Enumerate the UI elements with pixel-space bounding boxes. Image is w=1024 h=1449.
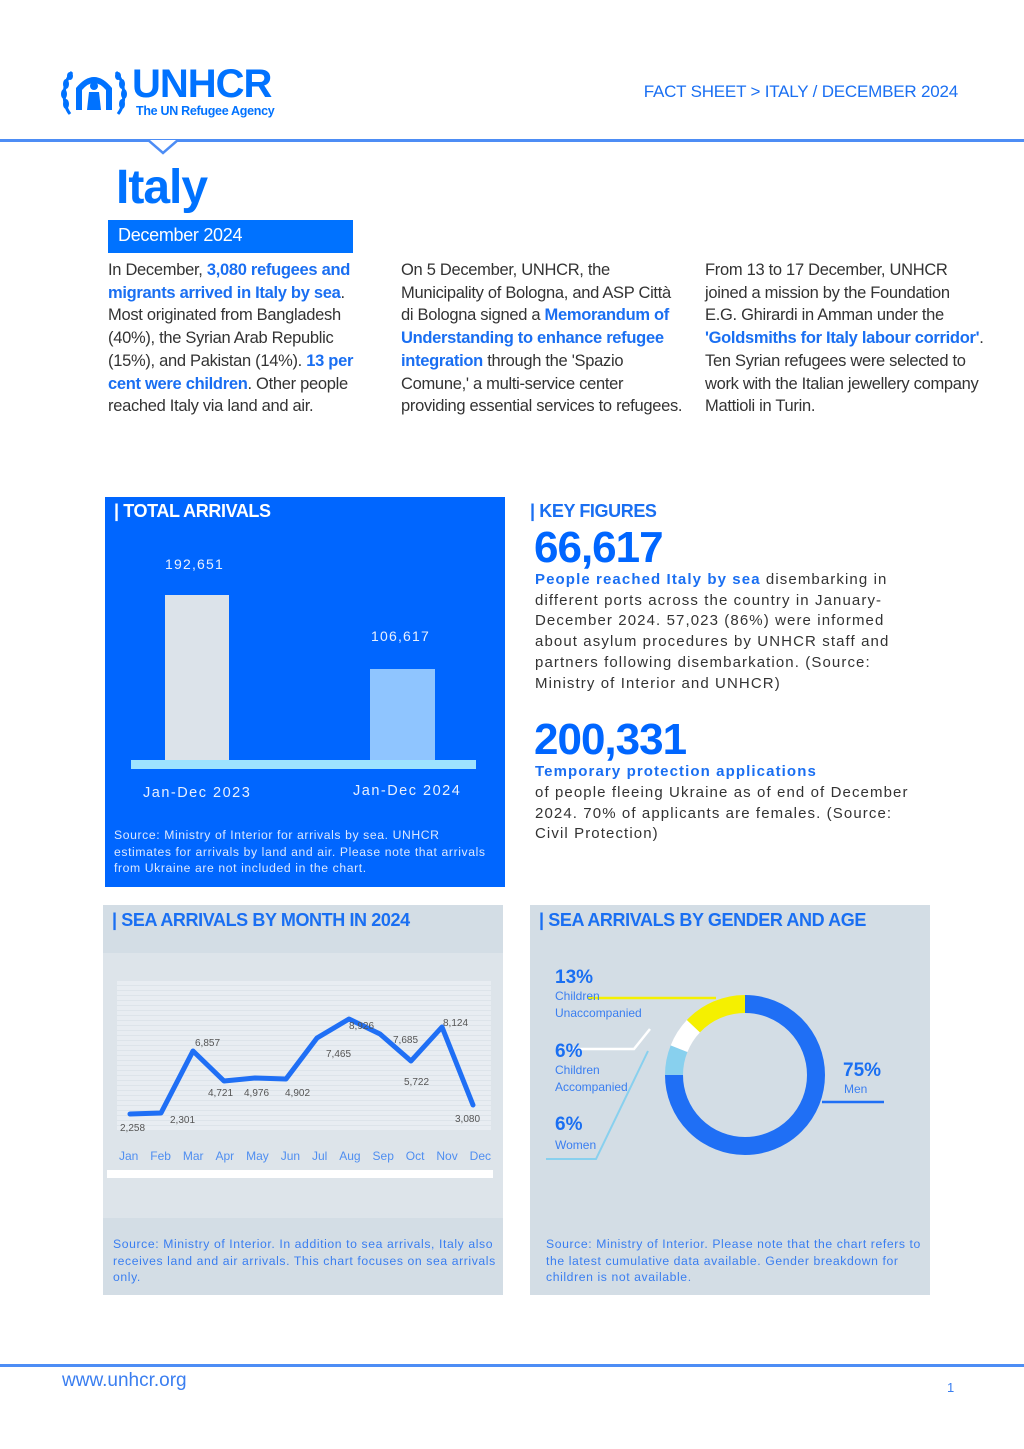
sea-arrivals-gender-panel [530, 905, 930, 1295]
pct-unaccompanied: 13% [555, 967, 594, 988]
point-label: 4,902 [285, 1088, 311, 1099]
intro-text: In December, [108, 261, 207, 279]
page-number: 1 [947, 1380, 955, 1395]
bar-2023 [165, 595, 229, 762]
logo-tagline: The UN Refugee Agency [136, 104, 275, 118]
label-men: Men [844, 1082, 868, 1096]
label-line: Children [555, 1063, 600, 1077]
pct-women: 6% [555, 1114, 583, 1135]
intro-text: . Most originated from Bangladesh (40%), the Syrian Arab Republic (15%), and Pakistan (14%). [108, 283, 345, 370]
x-tick: Nov [436, 1149, 458, 1163]
x-tick: Dec [469, 1149, 491, 1163]
intro-highlight: Memorandum of Understanding to enhance refugee integration [401, 306, 669, 370]
chart-footer-bar [107, 1170, 493, 1178]
x-tick: Jan [119, 1149, 139, 1163]
point-label: 4,721 [208, 1088, 234, 1099]
x-tick: May [246, 1149, 269, 1163]
panel-heading: | SEA ARRIVALS BY MONTH IN 2024 [112, 910, 410, 930]
intro-highlight: 'Goldsmiths for Italy labour corridor' [705, 329, 980, 348]
key-figure-description [535, 762, 930, 845]
x-tick: Mar [182, 1149, 204, 1163]
intro-text: On 5 December, UNHCR, the Municipality of Bologna, and ASP Città di Bologna signed a [401, 261, 671, 325]
x-tick: Oct [405, 1149, 425, 1163]
pct-accompanied: 6% [555, 1041, 583, 1062]
source-note: Source: Ministry of Interior. Please note that the chart refers to the latest cumulative data available. Gender breakdown for children is not available. [546, 1237, 921, 1284]
point-label: 3,080 [455, 1114, 481, 1125]
key-figure-highlight: People reached Italy by sea [535, 571, 761, 588]
intro-text: From 13 to 17 December, UNHCR joined a mission by the Foundation E.G. Ghirardi in Amman under the [705, 261, 950, 325]
bar-2024 [370, 669, 435, 762]
panel-heading: | SEA ARRIVALS BY GENDER AND AGE [539, 910, 866, 930]
source-note: Source: Ministry of Interior for arrivals by sea. UNHCR estimates for arrivals by land and air. Please note that arrivals from Ukraine are not included in the chart. [114, 828, 486, 875]
point-label: 8,124 [443, 1018, 469, 1029]
key-figures-panel [530, 497, 930, 845]
x-tick: Apr [215, 1149, 235, 1163]
bar-value-2023: 192,651 [165, 556, 225, 572]
pct-men: 75% [843, 1060, 882, 1081]
bar-category-2024: Jan-Dec 2024 [353, 783, 462, 799]
key-figure-text: of people fleeing Ukraine as of end of December 2024. 70% of applicants are females. (Source: Civil Protection) [535, 783, 909, 843]
point-label: 2,258 [120, 1123, 146, 1134]
label-unaccompanied [555, 988, 642, 1022]
line-chart [103, 953, 503, 1218]
point-label: 4,976 [244, 1088, 270, 1099]
label-line: Unaccompanied [555, 1006, 642, 1020]
key-figure-highlight: Temporary protection applications [535, 763, 817, 781]
intro-column-3 [705, 259, 985, 418]
logo-wordmark: UNHCR [132, 62, 272, 106]
unhcr-logo [60, 62, 305, 124]
header-notch-icon [148, 139, 178, 155]
total-arrivals-panel [105, 497, 505, 887]
label-line: Accompanied [555, 1080, 628, 1094]
key-figure-description [535, 570, 930, 694]
label-women: Women [555, 1138, 597, 1152]
intro-text: . Ten Syrian refugees were selected to work with the Italian jewellery company Mattioli in Turin. [705, 329, 984, 416]
x-tick: Aug [339, 1149, 361, 1163]
key-figure-text: disembarking in different ports across the country in January-December 2024. 57,023 (86%) were informed about asylum procedures by UNHCR staff and partners following disembarkation. (Source: Ministry of Interior and UNHCR) [535, 571, 890, 692]
point-label: 8,926 [349, 1021, 375, 1032]
point-label: 6,857 [195, 1038, 221, 1049]
x-tick: Sep [372, 1149, 394, 1163]
page-title: Italy [116, 161, 208, 214]
intro-column-1 [108, 259, 358, 418]
chart-baseline [131, 760, 476, 769]
unhcr-emblem-icon [60, 64, 128, 120]
x-tick: Jul [311, 1149, 328, 1163]
label-line: Children [555, 989, 600, 1003]
intro-column-2 [401, 259, 686, 418]
intro-highlight: 13 per cent were children [108, 351, 354, 393]
panel-heading: | KEY FIGURES [530, 501, 657, 521]
x-tick: Jun [280, 1149, 301, 1163]
panel-heading: | TOTAL ARRIVALS [114, 501, 271, 521]
intro-text: through the 'Spazio Comune,' a multi-service center providing essential services to refugees. [401, 351, 683, 416]
point-label: 7,465 [326, 1049, 352, 1060]
point-label: 5,722 [404, 1077, 430, 1088]
breadcrumb: FACT SHEET > ITALY / DECEMBER 2024 [643, 82, 958, 101]
bar-value-2024: 106,617 [371, 628, 431, 644]
source-note: Source: Ministry of Interior. In addition to sea arrivals, Italy also receives land and air arrivals. This chart focuses on sea arrivals only. [113, 1237, 496, 1284]
line-chart-labels [103, 953, 503, 1218]
website-link[interactable]: www.unhcr.org [62, 1370, 187, 1391]
x-axis-labels [119, 1149, 491, 1163]
key-figure-number: 200,331 [534, 715, 687, 765]
key-figure-number: 66,617 [534, 523, 663, 572]
footer-divider [0, 1364, 1024, 1367]
point-label: 7,685 [393, 1035, 419, 1046]
x-tick: Feb [150, 1149, 171, 1163]
date-label: December 2024 [108, 220, 353, 253]
label-accompanied [555, 1062, 628, 1096]
intro-text: . Other people reached Italy via land and air. [108, 374, 348, 416]
point-label: 2,301 [170, 1115, 196, 1126]
bar-category-2023: Jan-Dec 2023 [143, 785, 252, 801]
intro-highlight: 3,080 refugees and migrants arrived in Italy by sea [108, 261, 351, 302]
sea-arrivals-month-panel [103, 905, 503, 1295]
